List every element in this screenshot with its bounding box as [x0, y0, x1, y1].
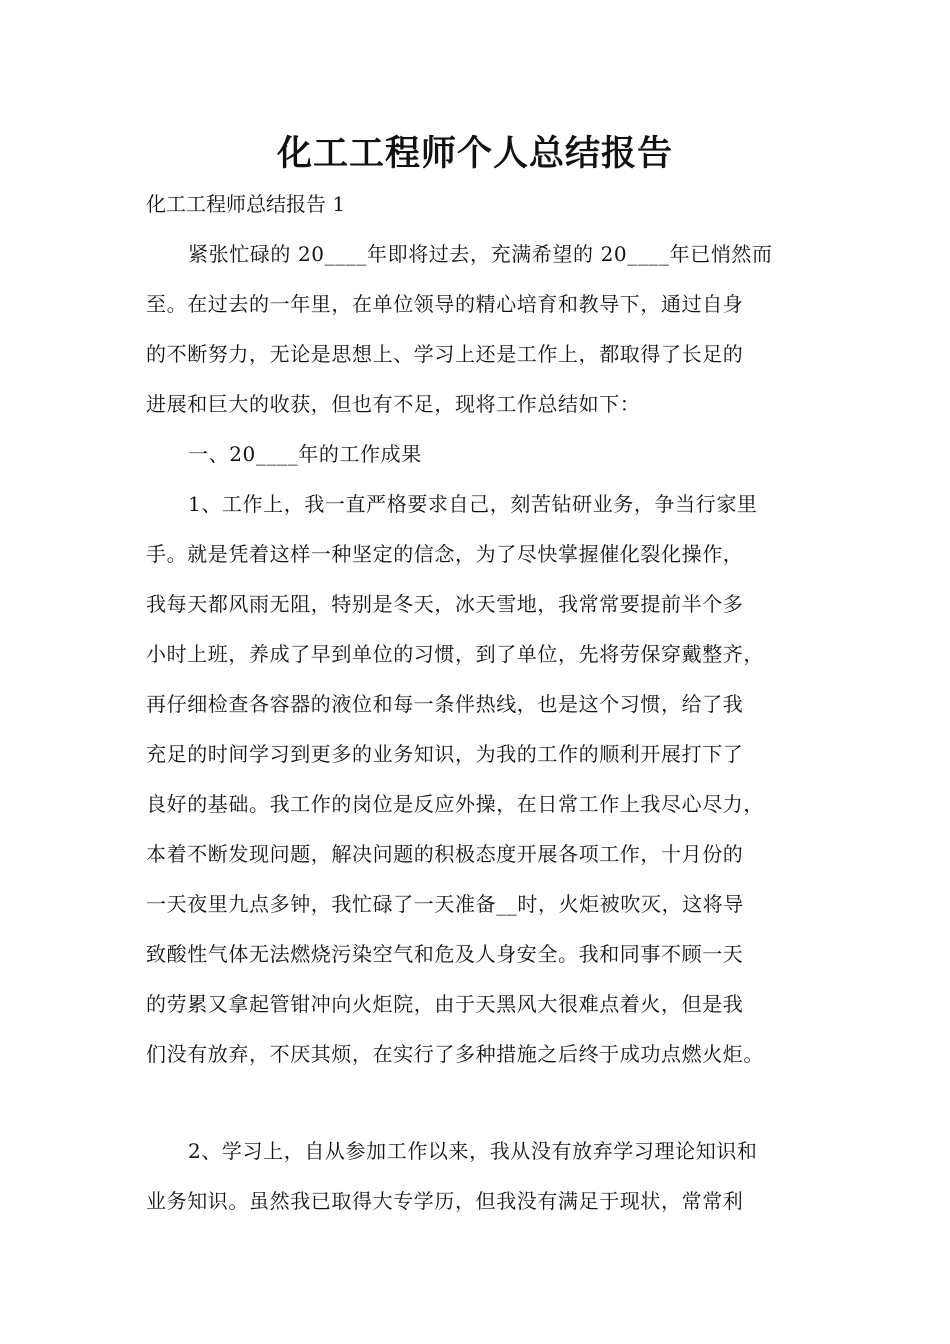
paragraph-line: 良好的基础。我工作的岗位是反应外操，在日常工作上我尽心尽力，	[146, 792, 764, 816]
section-heading: 一、20____年的工作成果	[188, 442, 422, 466]
paragraph-line: 进展和巨大的收获，但也有不足，现将工作总结如下：	[146, 392, 641, 416]
paragraph-line: 的不断努力，无论是思想上、学习上还是工作上，都取得了长足的	[146, 342, 744, 366]
paragraph-line: 手。就是凭着这样一种坚定的信念，为了尽快掌握催化裂化操作，	[146, 542, 744, 566]
paragraph-line: 小时上班，养成了早到单位的习惯，到了单位，先将劳保穿戴整齐，	[146, 642, 764, 666]
paragraph-line: 至。在过去的一年里，在单位领导的精心培育和教导下，通过自身	[146, 292, 744, 316]
paragraph-line: 1、工作上，我一直严格要求自己，刻苦钻研业务，争当行家里	[188, 492, 758, 516]
document-subtitle: 化工工程师总结报告 1	[146, 192, 346, 216]
paragraph-line: 业务知识。虽然我已取得大专学历，但我没有满足于现状，常常利	[146, 1189, 744, 1213]
paragraph-line: 紧张忙碌的 20____年即将过去，充满希望的 20____年已悄然而	[188, 242, 773, 266]
paragraph-line: 我每天都风雨无阻，特别是冬天，冰天雪地，我常常要提前半个多	[146, 592, 744, 616]
paragraph-line: 致酸性气体无法燃烧污染空气和危及人身安全。我和同事不顾一天	[146, 942, 744, 966]
paragraph-line: 的劳累又拿起管钳冲向火炬院，由于天黑风大很难点着火，但是我	[146, 992, 744, 1016]
paragraph-line: 本着不断发现问题，解决问题的积极态度开展各项工作，十月份的	[146, 842, 744, 866]
paragraph-line: 一天夜里九点多钟，我忙碌了一天准备__时，火炬被吹灭，这将导	[146, 892, 744, 916]
paragraph-line: 们没有放弃，不厌其烦，在实行了多种措施之后终于成功点燃火炬。	[146, 1042, 764, 1066]
document-title: 化工工程师个人总结报告	[276, 133, 673, 174]
paragraph-line: 充足的时间学习到更多的业务知识，为我的工作的顺利开展打下了	[146, 742, 744, 766]
paragraph-line: 再仔细检查各容器的液位和每一条伴热线，也是这个习惯，给了我	[146, 692, 744, 716]
paragraph-line: 2、学习上，自从参加工作以来，我从没有放弃学习理论知识和	[188, 1139, 758, 1163]
